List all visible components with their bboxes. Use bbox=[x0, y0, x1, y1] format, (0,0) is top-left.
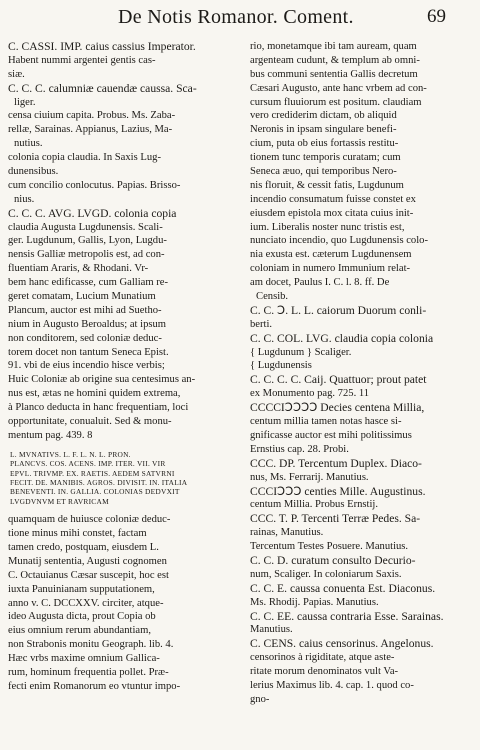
text-line: ideo Augusta dicta, prout Copia ob bbox=[8, 611, 156, 623]
text-line: colonia copia claudia. In Saxis Lug- bbox=[8, 152, 161, 164]
text-line: num, Scaliger. In coloniarum Saxis. bbox=[250, 568, 402, 580]
text-line: ium. Liberalis noster nunc tristis est, bbox=[250, 221, 405, 233]
text-line: vero crediderim dictam, ob aliquid bbox=[250, 110, 397, 122]
text-line: fluentiam Araris, & Rhodani. Vr- bbox=[8, 263, 149, 275]
text-line: cursum fluuiorum est positum. claudiam bbox=[250, 96, 422, 108]
text-line: coloniam in numero Immunium relat- bbox=[250, 263, 411, 275]
column-gutter bbox=[247, 44, 248, 744]
text-line: Manutius. bbox=[250, 624, 293, 636]
text-line: rio, monetamque ibi tam auream, quam bbox=[250, 41, 417, 52]
text-line: { Lugdunum } Scaliger. bbox=[250, 346, 352, 358]
entry-heading-line: C. C. C. calumniæ cauendæ caussa. Sca- bbox=[8, 81, 197, 95]
text-line: cum concilio conlocutus. Papias. Brisso- bbox=[8, 179, 181, 191]
text-line: opportunitate, conualuit. Sed & monu- bbox=[8, 416, 172, 428]
text-line: nensis Galliæ metropolis est, ad con- bbox=[8, 249, 165, 261]
text-line: nunciato incendio, quo Lugdunensis colo- bbox=[250, 235, 428, 247]
inscription-line: L. MVNATIVS. L. F. L. N. L. PRON. bbox=[10, 449, 131, 459]
paragraph-gap bbox=[8, 443, 241, 450]
text-line: tamen credo, postquam, eiusdem L. bbox=[8, 541, 159, 553]
text-line: geret comatam, Lucium Munatium bbox=[8, 291, 156, 303]
entry-heading-line: C. CASSI. IMP. caius cassius Imperator. bbox=[8, 40, 196, 53]
text-line: Cæsari Augusto, ante hanc vrbem ad con- bbox=[250, 82, 427, 94]
text-line: anno v. C. DCCXXV. circiter, atque- bbox=[8, 597, 164, 609]
text-line: ex Monumento pag. 725. 11 bbox=[250, 388, 370, 400]
text-line: censa ciuium capita. Probus. Ms. Zaba- bbox=[8, 110, 176, 122]
entry-heading-line: C. C. Ↄ. L. L. caiorum Duorum conli- bbox=[250, 303, 427, 317]
text-line: nius. bbox=[14, 193, 35, 205]
entry-heading-line: C. C. COL. LVG. claudia copia colonia bbox=[250, 331, 434, 345]
text-line: rainas, Manutius. bbox=[250, 527, 324, 539]
text-line: nia exusta est. cæterum Lugdunensem bbox=[250, 249, 412, 261]
entry-heading-line: CCC. T. P. Tercenti Terræ Pedes. Sa- bbox=[250, 512, 421, 526]
entry-heading-line: C. C. C. C. Caij. Quattuor; prout patet bbox=[250, 373, 427, 387]
text-line: centum millia tamen notas hasce si- bbox=[250, 416, 402, 428]
entry-heading-line: C. C. E. caussa conuenta Est. Diaconus. bbox=[250, 581, 436, 595]
entry-heading-line: CCC. DP. Tercentum Duplex. Diaco- bbox=[250, 456, 422, 470]
text-line: torem docet non tantum Seneca Epist. bbox=[8, 346, 169, 358]
text-line: nus, Ms. Ferrarij. Manutius. bbox=[250, 471, 369, 483]
text-line: nis floruit, & cessit fatis, Lugdunum bbox=[250, 179, 404, 191]
paragraph-gap bbox=[8, 506, 241, 513]
text-line: nutius. bbox=[14, 138, 43, 150]
text-line: Munatij sententia, Augusti cognomen bbox=[8, 555, 167, 567]
entry-heading-line: C. C. D. curatum consulto Decurio- bbox=[250, 553, 416, 567]
entry-heading-line: C. C. C. AVG. LVGD. colonia copia bbox=[8, 206, 177, 220]
text-line: liger. bbox=[14, 96, 36, 108]
text-line: berti. bbox=[250, 318, 273, 330]
text-line: non conditorem, sed coloniæ deduc- bbox=[8, 332, 162, 344]
text-line: tionem tunc temporis curatam; cum bbox=[250, 152, 401, 164]
text-line: Seneca æuo, qui temporibus Nero- bbox=[250, 166, 397, 178]
text-line: C. Octauianus Cæsar suscepit, hoc est bbox=[8, 569, 169, 581]
text-line: ger. Lugdunum, Gallis, Lyon, Lugdu- bbox=[8, 235, 167, 247]
text-line: lerius Maximus lib. 4. cap. 1. quod co- bbox=[250, 679, 414, 691]
inscription-line: PLANCVS. COS. ACENS. IMP. ITER. VII. VIR bbox=[10, 459, 166, 469]
entry-heading-line: CCCIↃↃↃ centies Mille. Augustinus. bbox=[250, 484, 426, 498]
text-line: tione minus mihi constet, factam bbox=[8, 528, 147, 540]
text-line: Censib. bbox=[256, 291, 289, 303]
text-line: quamquam de huiusce coloniæ deduc- bbox=[8, 514, 171, 526]
page-header bbox=[0, 0, 480, 44]
text-line: am docet, Paulus I. C. l. 8. ff. De bbox=[250, 277, 390, 289]
text-line: eius omnium rerum abundantiam, bbox=[8, 625, 151, 637]
text-line: incendio consumatum fuisse constet ex bbox=[250, 193, 416, 205]
text-line: mentum pag. 439. 8 bbox=[8, 429, 93, 441]
text-line: censorinos à rigiditate, atque aste- bbox=[250, 652, 395, 664]
text-line: rellæ, Sarainas. Appianus, Lazius, Ma- bbox=[8, 124, 173, 136]
entry-heading-line: C. C. EE. caussa contraria Esse. Sarainas. bbox=[250, 609, 444, 623]
text-line: eiusdem epistola mox citata cuius init- bbox=[250, 207, 414, 219]
text-line: claudia Augusta Lugdunensis. Scali- bbox=[8, 221, 163, 233]
text-line: gnificasse auctor est mihi politissimus bbox=[250, 429, 412, 441]
text-line: bus communi sententia Gallis decretum bbox=[250, 68, 418, 80]
text-line: Plancum, auctor est mihi ad Suetho- bbox=[8, 304, 162, 316]
text-line: rum, hominum frequentia pollet. Præ- bbox=[8, 666, 169, 678]
inscription-line: FECIT. DE. MANIBIS. AGROS. DIVISIT. IN. ITALIA bbox=[10, 478, 188, 487]
text-line: Ernstius cap. 28. Probi. bbox=[250, 443, 349, 455]
text-line: { Lugdunensis bbox=[250, 360, 312, 372]
text-line: Ms. Rhodij. Papias. Manutius. bbox=[250, 596, 379, 608]
text-line: siæ. bbox=[8, 68, 25, 80]
left-column bbox=[8, 40, 241, 750]
text-line: fecti enim Romanorum eo vtuntur impo- bbox=[8, 680, 181, 692]
inscription-line: BENEVENTI. IN. GALLIA. COLONIAS DEDVXIT bbox=[10, 487, 180, 497]
text-line: argenteam cudunt, & templum ab omni- bbox=[250, 54, 420, 66]
text-line: Habent nummi argentei gentis cas- bbox=[8, 54, 156, 66]
running-head: De Notis Romanor. Coment. bbox=[118, 6, 354, 28]
text-line: dunensibus. bbox=[8, 166, 59, 178]
text-line: non Strabonis monitu Geograph. lib. 4. bbox=[8, 639, 174, 651]
entry-heading-line: C. CENS. caius censorinus. Angelonus. bbox=[250, 637, 434, 651]
text-line: bem hanc edificasse, cum Galliam re- bbox=[8, 277, 169, 289]
text-line: ritate morum denominatos vult Va- bbox=[250, 666, 399, 678]
text-line: Neronis in ipsam singulare benefi- bbox=[250, 124, 397, 136]
text-line: gno- bbox=[250, 693, 270, 705]
text-line: Tercentum Testes Posuere. Manutius. bbox=[250, 541, 409, 553]
text-line: à Planco deducta in hanc frequentiam, loci bbox=[8, 402, 189, 414]
right-column bbox=[250, 40, 472, 750]
inscription-line: EPVL. TRIVMP. EX. RAETIS. AEDEM SATVRNI bbox=[10, 468, 175, 478]
text-line: Huic Coloniæ ab origine sua centesimus an- bbox=[8, 374, 196, 386]
page-number: 69 bbox=[427, 6, 446, 27]
inscription-line: LVGDVNVM ET RAVRICAM bbox=[10, 496, 109, 506]
text-line: Hæc vrbs maxime omnium Gallica- bbox=[8, 653, 160, 665]
text-line: iuxta Panuinianam supputationem, bbox=[8, 583, 155, 595]
text-line: nium in Augusto Beroaldus; at ipsum bbox=[8, 318, 167, 330]
text-line: cium, puta ob eius fortassis restitu- bbox=[250, 138, 399, 150]
text-line: centum Millia. Probus Ernstij. bbox=[250, 499, 378, 511]
entry-heading-line: CCCCIↃↃↃↃ Decies centena Millia, bbox=[250, 401, 425, 415]
text-line: nus est, ætas ne homini quidem extrema, bbox=[8, 388, 181, 400]
text-line: 91. vbi de eius incendio hisce verbis; bbox=[8, 360, 165, 372]
